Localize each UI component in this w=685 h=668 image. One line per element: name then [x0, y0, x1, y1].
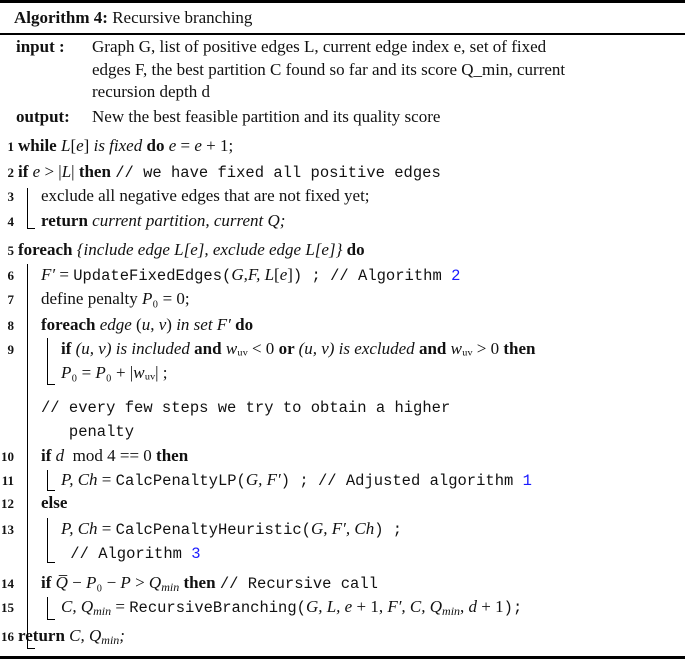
line-segment: min	[93, 604, 112, 618]
line-segment: Q̅	[55, 573, 68, 592]
line-segment: d	[55, 446, 65, 465]
line-number: 13	[1, 522, 14, 537]
algorithm-line	[18, 162, 441, 183]
line-segment: // Algorithm	[61, 545, 192, 563]
line-number: 1	[7, 139, 14, 154]
algorithm-line	[18, 136, 233, 156]
line-segment: G,F, L	[231, 265, 275, 284]
line-segment: return	[41, 211, 93, 230]
line-segment: 2	[451, 267, 461, 285]
line-segment: return	[18, 626, 70, 645]
title-rule	[0, 33, 685, 35]
input-line: edges F, the best partition C found so far and its score Q_min, current	[92, 60, 566, 79]
line-segment: UpdateFixedEdges(	[73, 267, 232, 285]
line-segment: P	[142, 289, 153, 308]
algorithm-line	[41, 493, 67, 513]
line-segment: )	[166, 315, 177, 334]
line-segment: (	[136, 315, 142, 334]
line-segment: foreach	[18, 240, 77, 259]
line-segment: 3	[191, 545, 201, 563]
line-segment: e	[76, 136, 84, 155]
line-number: 7	[7, 292, 14, 307]
line-segment: and	[194, 339, 226, 358]
line-segment: if	[18, 162, 33, 181]
line-segment: =	[97, 519, 116, 538]
line-number: 9	[7, 342, 14, 357]
line-segment: // we have fixed all positive edges	[115, 164, 441, 182]
line-segment: min	[161, 580, 180, 594]
line-segment: [	[70, 136, 77, 155]
algorithm-line	[41, 397, 450, 418]
line-segment: u	[141, 315, 151, 334]
line-segment: ₀ + |	[105, 363, 134, 382]
line-segment: CalcPenaltyLP(	[115, 472, 246, 490]
line-segment: =	[176, 136, 195, 155]
line-segment: (u, v) is included	[75, 339, 195, 358]
line-segment: L	[61, 162, 72, 181]
line-segment: foreach	[41, 315, 100, 334]
line-segment: + 1	[477, 597, 504, 616]
line-number: 16	[1, 629, 14, 644]
line-segment: then	[503, 339, 536, 358]
line-segment: Q	[148, 573, 162, 592]
line-segment: ᵤᵥ| ;	[144, 363, 168, 382]
line-segment: ₀ −	[96, 573, 121, 592]
line-segment: P	[61, 363, 72, 382]
line-segment: C, Q	[61, 597, 94, 616]
line-segment: v	[158, 315, 167, 334]
line-segment: 1	[522, 472, 532, 490]
line-segment: G, F′, Ch	[310, 519, 375, 538]
line-segment: do	[235, 315, 254, 334]
line-segment: and	[418, 339, 451, 358]
line-segment: min	[442, 604, 461, 618]
line-segment: > |	[40, 162, 62, 181]
algorithm-line	[18, 240, 365, 260]
line-segment: if	[41, 573, 56, 592]
line-segment: P	[86, 573, 97, 592]
algorithm-line	[61, 597, 522, 621]
line-segment: ]	[287, 265, 293, 284]
line-segment: mod 4 == 0	[64, 446, 157, 465]
line-segment: P	[120, 573, 131, 592]
line-segment: CalcPenaltyHeuristic(	[115, 521, 311, 539]
line-segment: if	[41, 446, 56, 465]
line-number: 10	[1, 449, 14, 464]
bottom-rule	[0, 656, 685, 659]
line-segment: ,	[460, 597, 469, 616]
algorithm-label: Algorithm 4:	[14, 8, 108, 27]
line-segment: ;	[119, 626, 125, 645]
line-segment: current partition, current Q;	[92, 211, 286, 230]
line-segment: exclude all negative edges that are not fixed yet;	[41, 186, 370, 205]
algorithm-line	[61, 363, 168, 383]
line-segment: ) ; // Algorithm	[292, 267, 452, 285]
line-segment: e	[194, 136, 202, 155]
line-segment: C, Q	[69, 626, 102, 645]
input-line: recursion depth d	[92, 82, 211, 101]
line-segment: d	[468, 597, 478, 616]
algorithm-line	[61, 519, 402, 540]
line-segment: while	[18, 136, 61, 155]
output-label: output:	[16, 107, 70, 126]
block-bar-inner-foreach	[47, 338, 55, 385]
line-segment: ,	[150, 315, 159, 334]
algorithm-line	[61, 543, 201, 564]
input-label-text: input	[16, 37, 55, 56]
line-segment: min	[101, 633, 120, 647]
line-segment: e	[168, 136, 177, 155]
line-segment: edge	[99, 315, 137, 334]
line-segment: in set F′	[176, 315, 236, 334]
line-segment: then	[179, 573, 220, 592]
input-line: Graph G, list of positive edges L, current edge index e, set of fixed	[92, 37, 547, 56]
line-number: 4	[7, 214, 14, 229]
line-number: 14	[1, 576, 14, 591]
line-segment: ]	[83, 136, 94, 155]
line-segment: ) ; // Adjusted algorithm	[280, 472, 523, 490]
line-segment: then	[78, 162, 116, 181]
algorithm-line	[41, 315, 253, 335]
algorithm-line	[41, 186, 370, 206]
line-segment: ᵤᵥ < 0	[237, 339, 279, 358]
line-segment: |	[71, 162, 79, 181]
line-segment: );	[503, 599, 523, 617]
line-segment: then	[156, 446, 189, 465]
line-segment: else	[41, 493, 68, 512]
line-segment: penalty	[41, 423, 135, 441]
line-number: 11	[1, 473, 14, 488]
line-segment: L	[60, 136, 71, 155]
line-segment: + 1,	[352, 597, 388, 616]
line-segment: G, L, e	[305, 597, 353, 616]
algorithm-line	[61, 339, 535, 359]
algorithm-line	[41, 211, 285, 231]
output-line: New the best feasible partition and its quality score	[92, 107, 441, 126]
line-segment: is fixed	[93, 136, 147, 155]
line-segment: P	[95, 363, 106, 382]
line-segment: ₀ = 0;	[152, 289, 190, 308]
block-bar-else	[47, 518, 55, 563]
line-segment: w	[225, 339, 238, 358]
algorithm-line	[61, 470, 532, 491]
line-segment: // Recursive call	[219, 575, 378, 593]
line-segment: + 1;	[201, 136, 234, 155]
algorithm-line	[41, 573, 378, 597]
line-segment: e	[279, 265, 288, 284]
line-number: 5	[7, 243, 14, 258]
algorithm-line	[41, 446, 188, 466]
line-segment: do	[146, 136, 169, 155]
line-segment: G, F′	[245, 470, 281, 489]
line-number: 2	[7, 165, 14, 180]
line-number: 15	[1, 600, 14, 615]
line-segment: e	[32, 162, 41, 181]
line-segment: >	[130, 573, 149, 592]
line-segment: w	[133, 363, 145, 382]
block-bar-if-mod	[47, 470, 55, 491]
line-segment: =	[55, 265, 74, 284]
line-segment: (u, v) is excluded	[298, 339, 419, 358]
algorithm-name: Recursive branching	[112, 8, 253, 27]
line-segment: RecursiveBranching(	[129, 599, 306, 617]
algorithm-line	[41, 265, 460, 286]
line-segment: [	[274, 265, 280, 284]
line-segment: −	[67, 573, 87, 592]
line-segment: define penalty	[41, 289, 143, 308]
input-label	[16, 37, 65, 57]
line-segment: or	[278, 339, 299, 358]
line-segment: P, Ch	[61, 519, 98, 538]
line-number: 8	[7, 318, 14, 333]
line-segment: // every few steps we try to obtain a higher	[41, 399, 451, 417]
algorithm-line	[41, 421, 134, 442]
algorithm-title	[14, 8, 252, 28]
line-segment: F′	[41, 265, 56, 284]
block-bar-if	[27, 188, 35, 229]
line-number: 6	[7, 268, 14, 283]
line-segment: {include edge L[e], exclude edge L[e]}	[76, 240, 347, 259]
line-segment: do	[346, 240, 365, 259]
line-segment: w	[450, 339, 462, 358]
line-number: 12	[1, 496, 14, 511]
line-segment: =	[111, 597, 130, 616]
line-segment: P, Ch	[61, 470, 98, 489]
top-rule	[0, 0, 685, 3]
line-segment: if	[61, 339, 76, 358]
line-number: 3	[7, 189, 14, 204]
block-bar-foreach	[27, 264, 35, 649]
line-segment: ᵤᵥ > 0	[461, 339, 504, 358]
line-segment: F′, C, Q	[387, 597, 443, 616]
input-sep: :	[54, 37, 65, 56]
line-segment: ) ;	[374, 521, 403, 539]
algorithm-line	[41, 289, 190, 309]
block-bar-if-recursive	[47, 597, 55, 620]
line-segment: ₀ =	[71, 363, 96, 382]
line-segment: =	[97, 470, 116, 489]
